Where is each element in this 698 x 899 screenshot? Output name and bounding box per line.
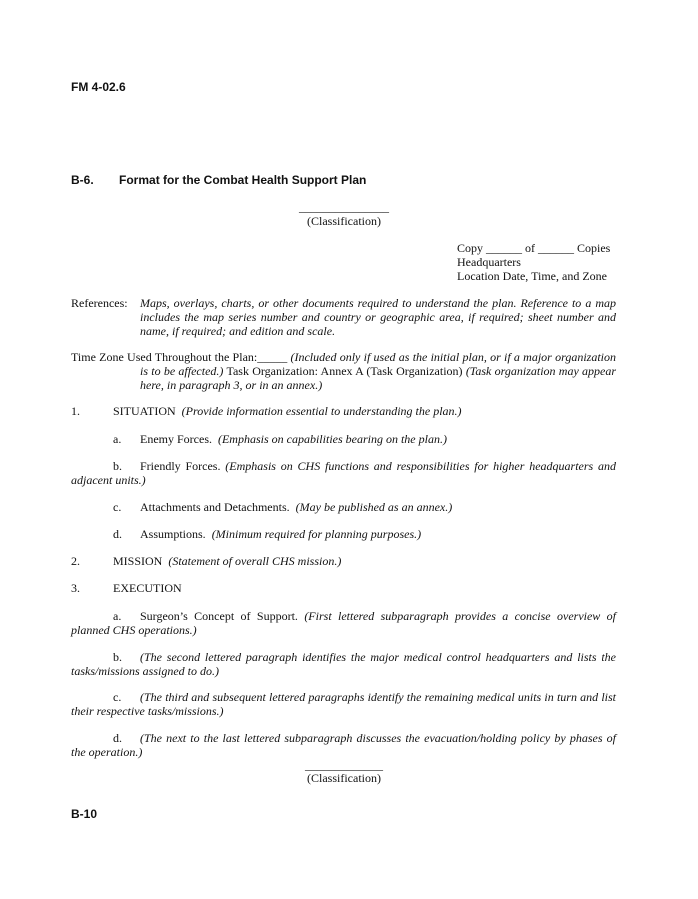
running-header: FM 4-02.6 [71,80,126,94]
task-organization-note: (Task organization may appear here, in paragraph 3, or in an annex.) [140,364,617,392]
para-3a-title: Surgeon’s Concept of Support. [140,609,298,623]
para-3b [71,650,616,678]
para-3c-note: (The third and subsequent lettered paragraphs identify the remaining medical units in turn and list their respective tasks/missions.) [71,690,616,718]
para-3a [71,609,616,637]
para-1b [71,459,616,487]
copy-line: Copy ______ of ______ Copies [457,241,611,255]
para-3a-letter: a. [113,609,122,623]
para-1a-letter: a. [113,432,122,446]
para-3d [71,731,616,759]
classification-label-top: (Classification) [307,214,381,228]
para-3a-note: (First lettered subparagraph provides a concise overview of planned CHS operations.) [71,609,617,637]
para-1-number: 1. [71,404,80,418]
para-3c [71,690,616,718]
para-2-note: (Statement of overall CHS mission.) [168,554,342,568]
classification-line-bottom: _____________ [305,758,383,772]
para-1-heading [71,404,616,418]
timezone-note: (Included only if used as the initial plan, or if a major organization is to be affected.) [140,350,616,378]
references-label: References: [71,296,128,310]
para-1a-title: Enemy Forces. [140,432,212,446]
section-number: B-6. [71,173,94,187]
references-block [71,296,616,338]
section-title: Format for the Combat Health Support Plan [119,173,367,187]
location-line: Location Date, Time, and Zone [457,269,607,283]
para-3-heading [71,581,182,595]
timezone-label: Time Zone Used Throughout the Plan:_____ [71,350,288,364]
references-text: Maps, overlays, charts, or other documents required to understand the plan. Reference to a map includes the map series number and country or geographic area, if required; sheet number and name, if required; and edition and scale. [140,296,616,338]
para-1d-note: (Minimum required for planning purposes.) [211,527,422,541]
para-1c-note: (May be published as an annex.) [295,500,453,514]
para-3d-letter: d. [113,731,122,745]
para-1c-title: Attachments and Detachments. [140,500,290,514]
section-heading [71,173,366,187]
para-1b-note: (Emphasis on CHS functions and responsibilities for higher headquarters and adjacent units.) [71,459,617,487]
para-1b-letter: b. [113,459,122,473]
para-1-note: (Provide information essential to understanding the plan.) [181,404,462,418]
para-1b-title: Friendly Forces. [140,459,221,473]
para-1d-letter: d. [113,527,122,541]
para-3-number: 3. [71,581,80,595]
timezone-block [71,350,616,392]
para-1c-letter: c. [113,500,122,514]
para-2-heading [71,554,341,568]
para-2-title: MISSION [113,554,163,568]
para-3b-note: (The second lettered paragraph identifies the major medical control headquarters and lists the tasks/missions assigned to do.) [71,650,616,678]
para-3d-note: (The next to the last lettered subparagraph discusses the evacuation/holding policy by phases of the operation.) [71,731,616,759]
page-number: B-10 [71,807,98,821]
headquarters-line: Headquarters [457,255,521,269]
para-2-number: 2. [71,554,80,568]
para-1-title: SITUATION [113,404,176,418]
para-3b-letter: b. [113,650,122,664]
para-1a-note: (Emphasis on capabilities bearing on the plan.) [217,432,447,446]
para-1d [113,527,421,541]
para-1d-title: Assumptions. [140,527,206,541]
task-organization: Task Organization: Annex A (Task Organization) [226,364,463,378]
para-3c-letter: c. [113,690,122,704]
classification-label-bottom: (Classification) [307,771,381,785]
para-1a [113,432,447,446]
classification-line-top: _______________ [299,200,389,214]
copy-block [457,241,622,283]
para-1c [113,500,452,514]
para-3-title: EXECUTION [113,581,182,595]
